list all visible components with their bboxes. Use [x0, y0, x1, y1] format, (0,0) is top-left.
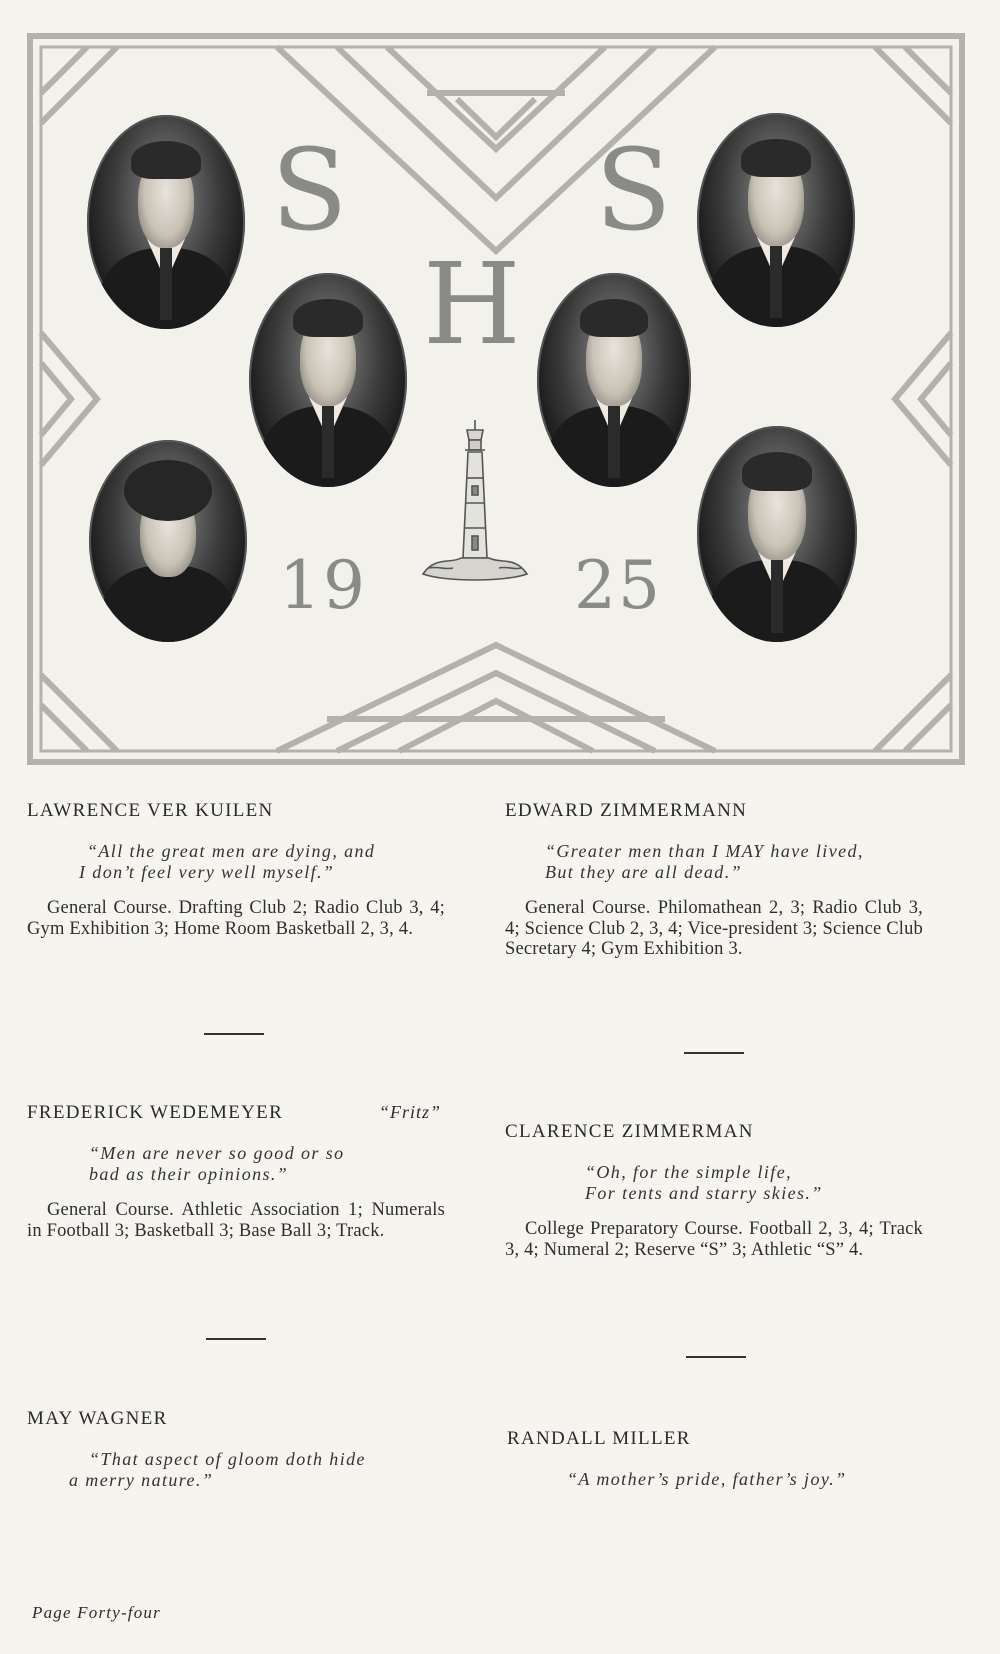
student-quote: [545, 841, 923, 883]
quote-line: “That aspect of gloom doth hide: [89, 1449, 366, 1469]
student-name: EDWARD ZIMMERMANN: [505, 800, 748, 821]
quote-line: “All the great men are dying, and: [87, 841, 376, 861]
quote-line: For tents and starry skies.”: [585, 1183, 823, 1203]
entry-may-wagner: [27, 1408, 445, 1491]
page-number: Page Forty-four: [32, 1603, 161, 1622]
portrait-center-left: [249, 273, 407, 487]
class-photo-banner: [27, 33, 965, 765]
entry-ver-kuilen: [27, 800, 445, 939]
portrait-bottom-right: [697, 426, 857, 642]
student-activities: College Preparatory Course. Football 2, 3, 4; Track 3, 4; Numeral 2; Reserve “S” 3; Athletic “S” 4.: [505, 1219, 923, 1260]
divider-rule: [684, 1052, 744, 1054]
student-name: MAY WAGNER: [27, 1408, 168, 1429]
quote-line: “A mother’s pride, father’s joy.”: [567, 1469, 847, 1489]
student-quote: [567, 1469, 925, 1490]
portrait-top-right: [697, 113, 855, 327]
monogram-letter-s-left: S: [271, 126, 348, 256]
lighthouse-icon: [415, 418, 535, 588]
entry-clarence-zimmerman: [505, 1121, 923, 1260]
divider-rule: [204, 1033, 264, 1035]
entry-randall-miller: [507, 1428, 925, 1490]
monogram-letter-h: H: [423, 240, 521, 370]
student-quote: [89, 1143, 445, 1185]
portrait-top-left: [87, 115, 245, 329]
entry-edward-zimmermann: [505, 800, 923, 960]
student-name: CLARENCE ZIMMERMAN: [505, 1121, 754, 1142]
quote-line: “Oh, for the simple life,: [585, 1162, 792, 1182]
quote-line: “Greater men than I MAY have lived,: [545, 841, 864, 861]
monogram-letter-s-right: S: [595, 126, 672, 256]
student-name: FREDERICK WEDEMEYER: [27, 1102, 284, 1123]
quote-line: “Men are never so good or so: [89, 1143, 345, 1163]
student-activities: General Course. Athletic Association 1; Numerals in Football 3; Basketball 3; Base Ball 3; Track.: [27, 1200, 445, 1241]
student-quote: [585, 1162, 923, 1204]
year-left: 19: [279, 547, 367, 624]
student-activities: General Course. Drafting Club 2; Radio Club 3, 4; Gym Exhibition 3; Home Room Basketball 2, 3, 4.: [27, 898, 445, 939]
portrait-bottom-left: [89, 440, 247, 642]
divider-rule: [686, 1356, 746, 1358]
quote-line: I don’t feel very well myself.”: [79, 862, 335, 882]
student-activities: General Course. Philomathean 2, 3; Radio Club 3, 4; Science Club 2, 3, 4; Vice-president 3; Science Club Secretary 4; Gym Exhibition 3.: [505, 898, 923, 959]
student-quote: [69, 1449, 445, 1491]
quote-line: But they are all dead.”: [545, 862, 743, 882]
entry-wedemeyer: [27, 1102, 445, 1241]
portrait-center-right: [537, 273, 691, 487]
student-nickname: “Fritz”: [379, 1102, 442, 1122]
student-name: RANDALL MILLER: [507, 1428, 691, 1449]
student-name: LAWRENCE VER KUILEN: [27, 800, 274, 821]
quote-line: a merry nature.”: [69, 1470, 214, 1490]
quote-line: bad as their opinions.”: [89, 1164, 289, 1184]
student-quote: [79, 841, 445, 883]
divider-rule: [206, 1338, 266, 1340]
year-right: 25: [574, 547, 662, 624]
